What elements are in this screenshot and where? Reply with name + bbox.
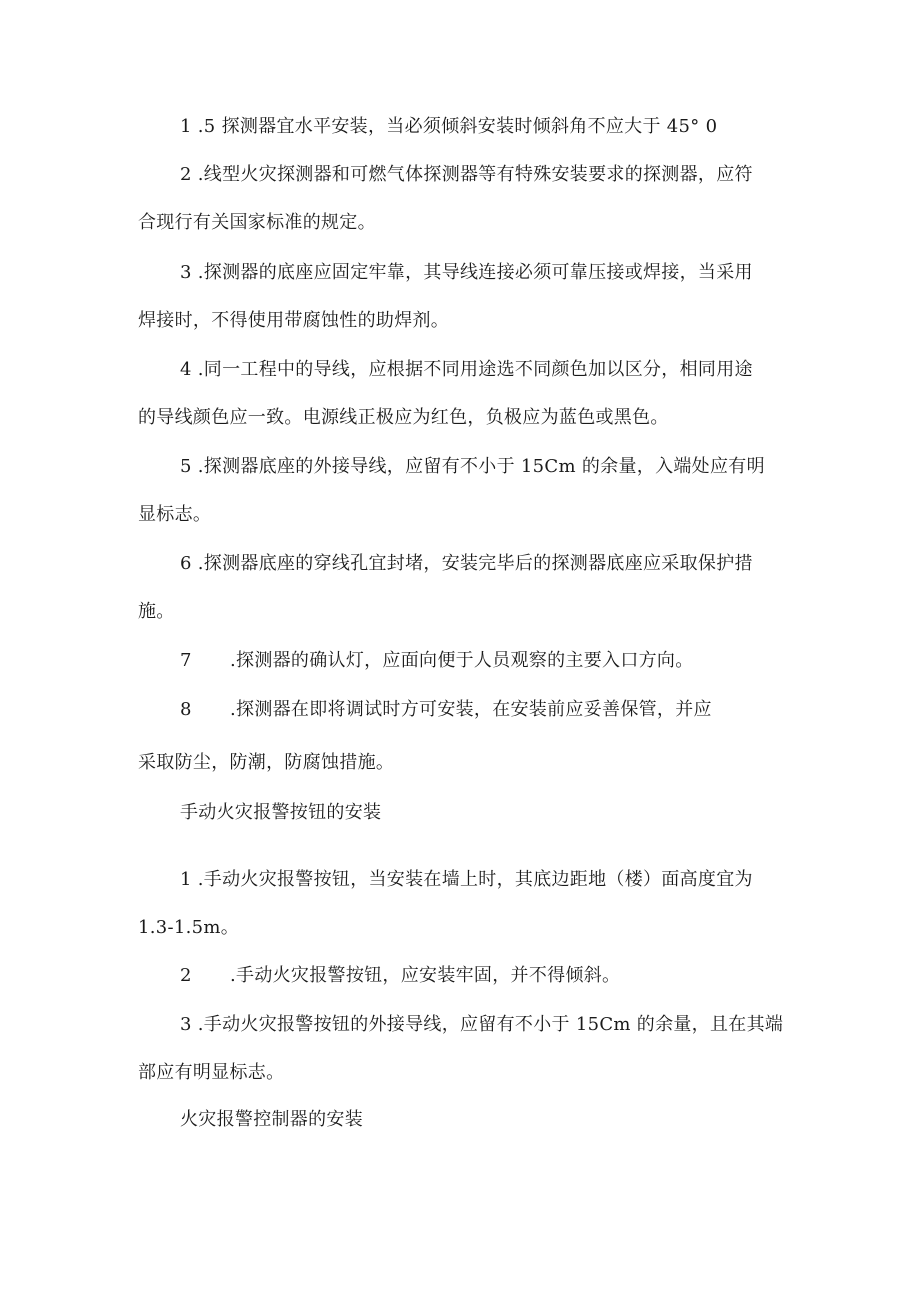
text-line-button-2-secure: .手动火灾报警按钮，应安装牢固，并不得倾斜。 [230,965,621,986]
text-line-2-continuation: 合现行有关国家标准的规定。 [138,212,376,233]
text-line-8-number: 8 [180,699,192,720]
text-line-2-line-type-detector: 2 .线型火灾探测器和可燃气体探测器等有特殊安装要求的探测器，应符 [180,164,753,185]
text-line-4-continuation: 的导线颜色应一致。电源线正极应为红色，负极应为蓝色或黑色。 [138,407,669,428]
text-line-button-3-continuation: 部应有明显标志。 [138,1062,285,1083]
text-line-1-5-level-install: 1 .5 探测器宜水平安装，当必须倾斜安装时倾斜角不应大于 45° 0 [180,116,718,137]
text-line-7-number: 7 [180,650,192,671]
section-heading-alarm-controller: 火灾报警控制器的安装 [180,1109,363,1130]
text-line-button-1-height: 1 .手动火灾报警按钮，当安装在墙上时，其底边距地（楼）面高度宜为 [180,869,753,890]
text-line-5-external-wire: 5 .探测器底座的外接导线，应留有不小于 15Cm 的余量，入端处应有明 [180,456,765,477]
text-line-6-continuation: 施。 [138,601,175,622]
text-line-3-detector-base: 3 .探测器的底座应固定牢靠，其导线连接必须可靠压接或焊接，当采用 [180,262,753,283]
text-line-3-continuation: 焊接时，不得使用带腐蚀性的助焊剂。 [138,310,450,331]
text-line-5-continuation: 显标志。 [138,504,212,525]
text-line-button-1-continuation: 1.3-1.5m。 [138,917,240,938]
text-line-8-continuation: 采取防尘，防潮，防腐蚀措施。 [138,752,395,773]
text-line-4-wire-colors: 4 .同一工程中的导线，应根据不同用途选不同颜色加以区分，相同用途 [180,359,753,380]
text-line-7-confirm-light: .探测器的确认灯，应面向便于人员观察的主要入口方向。 [230,650,694,671]
section-heading-manual-alarm-button: 手动火灾报警按钮的安装 [180,802,382,823]
text-line-button-2-number: 2 [180,965,192,986]
text-line-8-install-timing: .探测器在即将调试时方可安装，在安装前应妥善保管，并应 [230,699,712,720]
text-line-button-3-external-wire: 3 .手动火灾报警按钮的外接导线，应留有不小于 15Cm 的余量，且在其端 [180,1014,784,1035]
text-line-6-wire-hole: 6 .探测器底座的穿线孔宜封堵，安装完毕后的探测器底座应采取保护措 [180,553,753,574]
